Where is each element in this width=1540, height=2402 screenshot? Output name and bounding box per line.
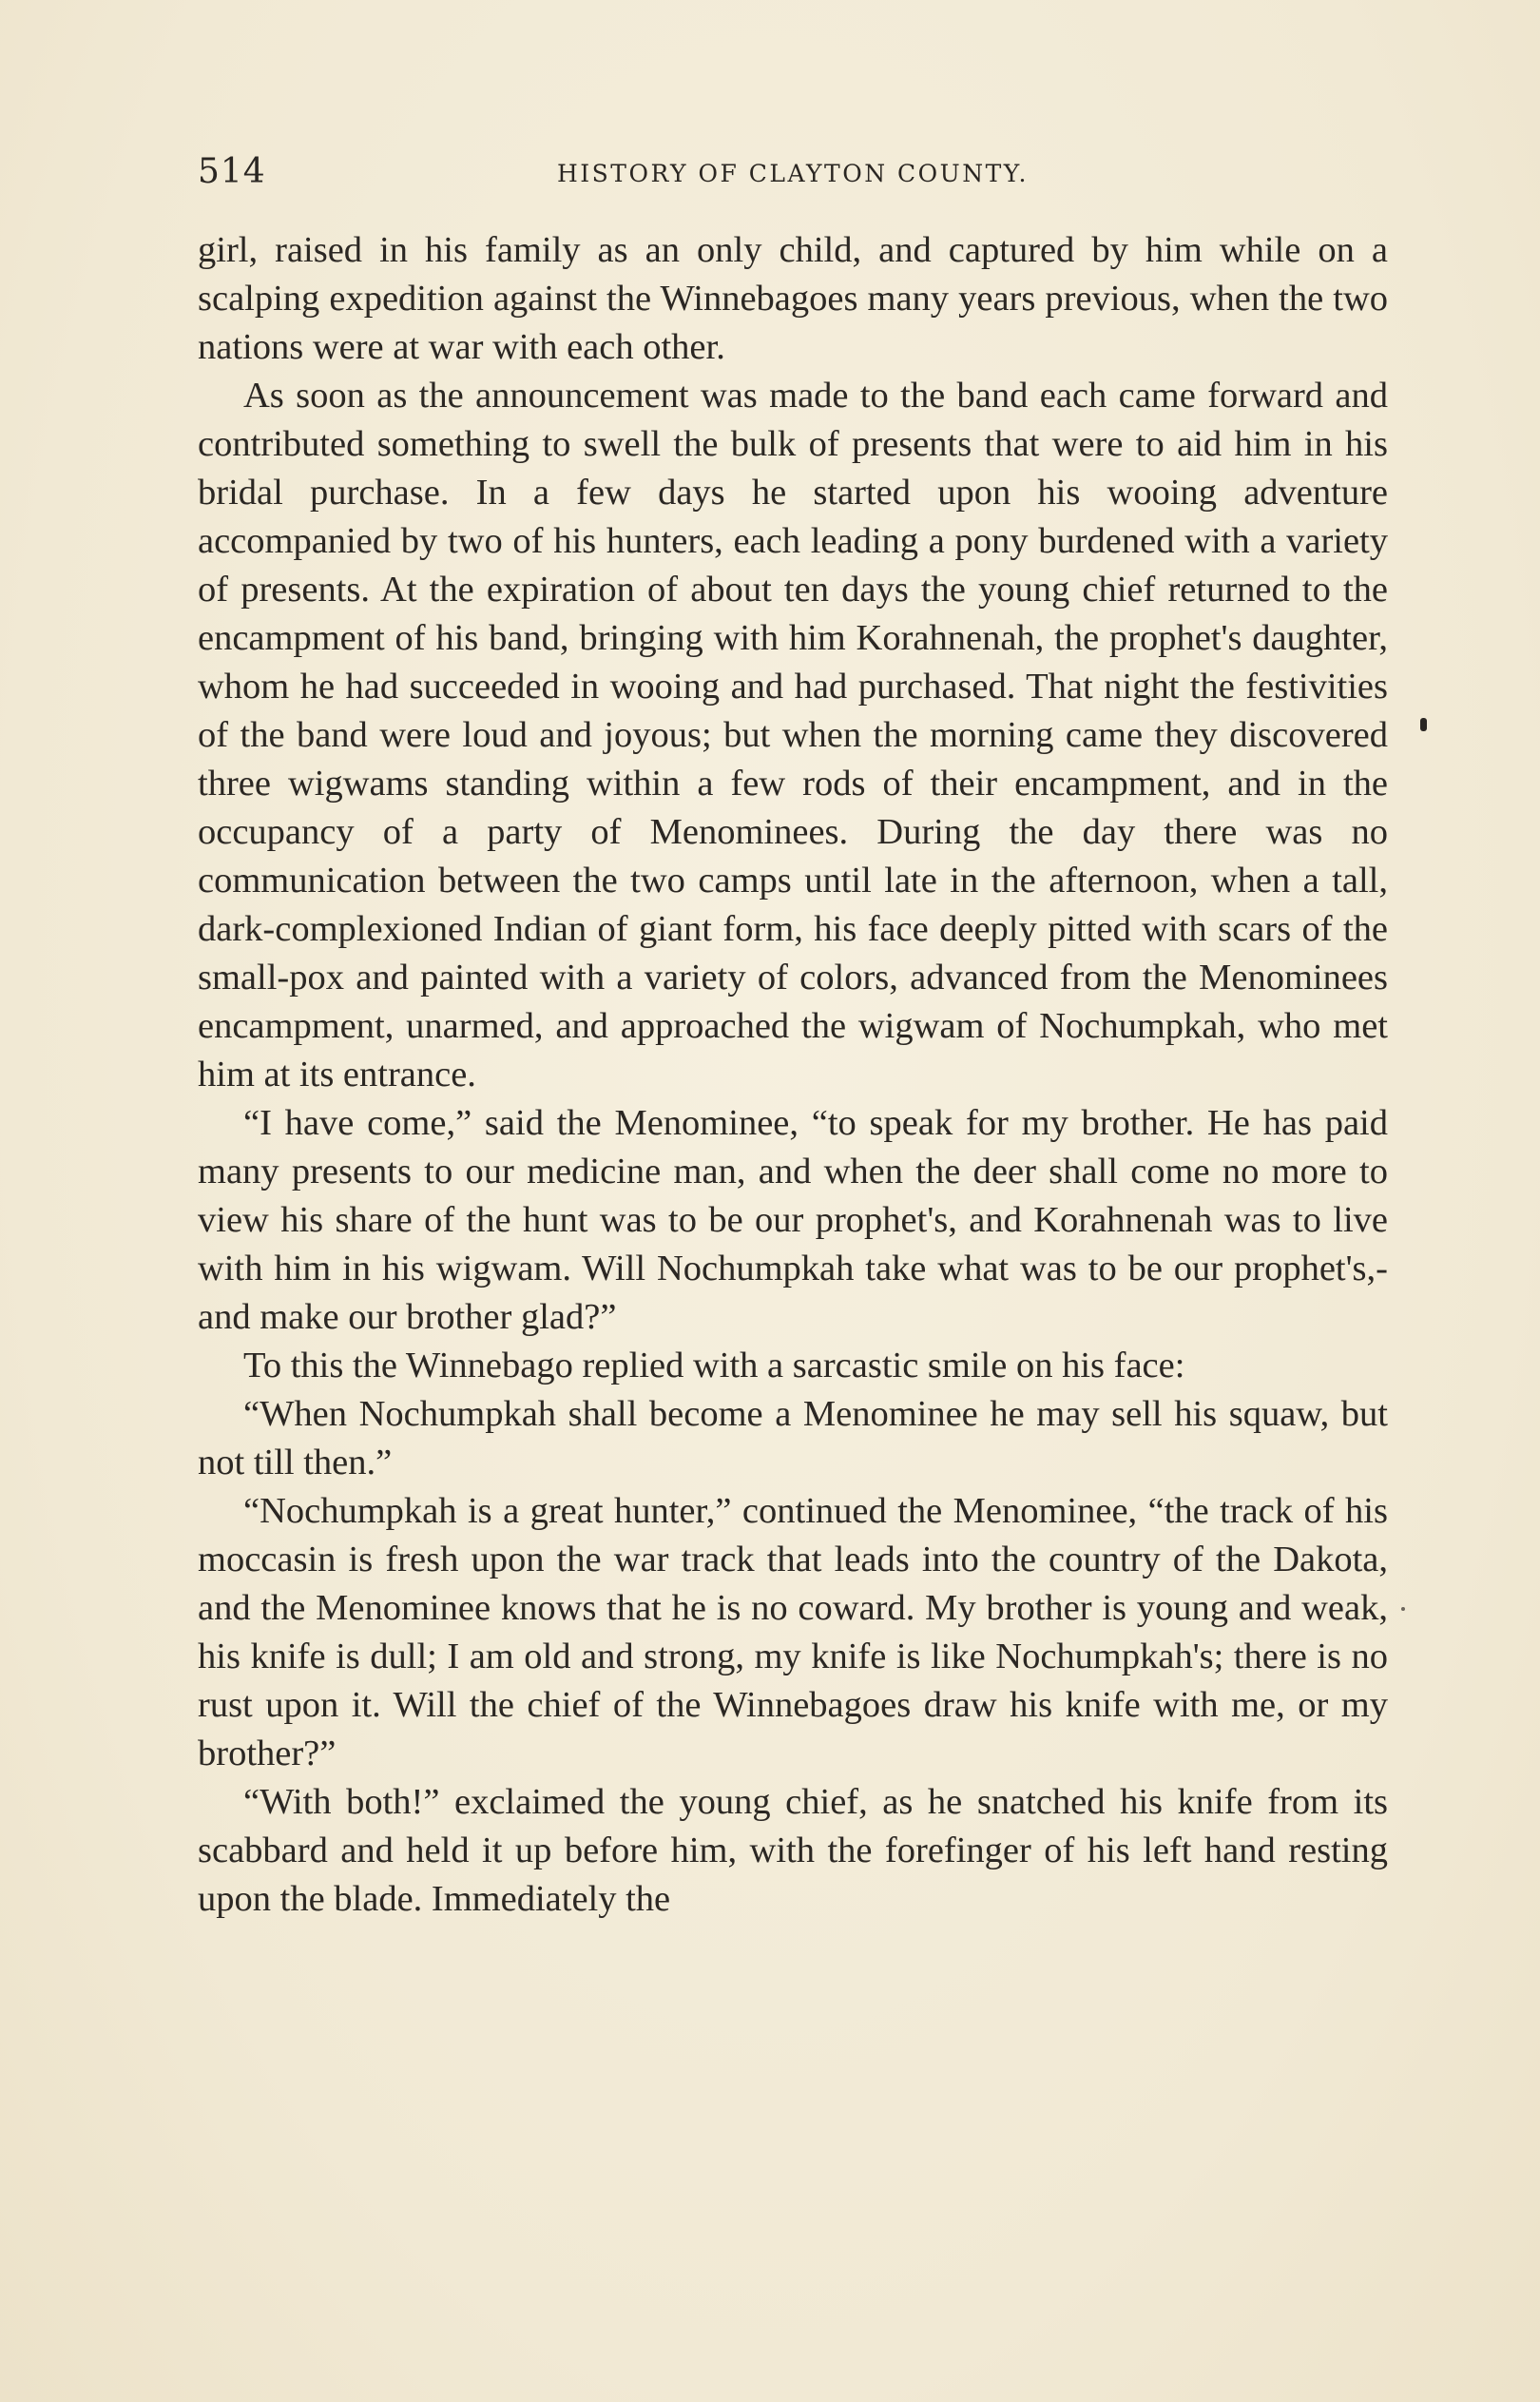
- paragraph: “Nochumpkah is a great hunter,” continued the Menominee, “the track of his moccasin is fresh upon the war track that leads into the country of the Dakota, and the Menominee knows that he is no coward. My brother is young and weak, his knife is dull; I am old and strong, my knife is like Nochumpkah's; there is no rust upon it. Will the chief of the Winnebagoes draw his knife with me, or my brother?”: [198, 1491, 1388, 1773]
- running-title: HISTORY OF CLAYTON COUNTY.: [556, 160, 1029, 187]
- margin-speck: [1401, 1607, 1405, 1611]
- page-number: 514: [198, 152, 266, 191]
- paragraph: “I have come,” said the Menominee, “to speak for my brother. He has paid many presents to our medicine man, and when the deer shall come no more to view his share of the hunt was to be our prophet's, and Korahnenah was to live with him in his wigwam. Will Nochumpkah take what was to be our prophet's,- and make our brother glad?”: [198, 1103, 1388, 1337]
- margin-ink-mark: [1420, 718, 1427, 731]
- paragraph: “With both!” exclaimed the young chief, as he snatched his knife from its scabbard and held it up before him, with the forefinger of his left hand resting upon the blade. Immediately the: [198, 1782, 1388, 1919]
- paragraph: To this the Winnebago replied with a sarcastic smile on his face:: [243, 1346, 1185, 1385]
- paragraph: “When Nochumpkah shall become a Menominee he may sell his squaw, but not till then.”: [198, 1394, 1388, 1482]
- body-text: [198, 226, 1388, 1924]
- paragraph: girl, raised in his family as an only child, and captured by him while on a scalping expedition against the Winnebagoes many years previous, when the two nations were at war with each other.: [198, 230, 1388, 367]
- running-header: [198, 152, 1388, 209]
- paragraph: As soon as the announcement was made to the band each came forward and contributed something to swell the bulk of presents that were to aid him in his bridal purchase. In a few days he started upon his wooing adventure accompanied by two of his hunters, each leading a pony burdened with a variety of presents. At the expiration of about ten days the young chief returned to the encampment of his band, bringing with him Korahnenah, the prophet's daughter, whom he had succeeded in wooing and had purchased. That night the festivities of the band were loud and joyous; but when the morning came they discovered three wigwams standing within a few rods of their encampment, and in the occupancy of a party of Menominees. During the day there was no communication between the two camps until late in the afternoon, when a tall, dark-complexioned Indian of giant form, his face deeply pitted with scars of the small-pox and painted with a variety of colors, advanced from the Menominees encampment, unarmed, and approached the wigwam of Nochumpkah, who met him at its entrance.: [198, 376, 1388, 1094]
